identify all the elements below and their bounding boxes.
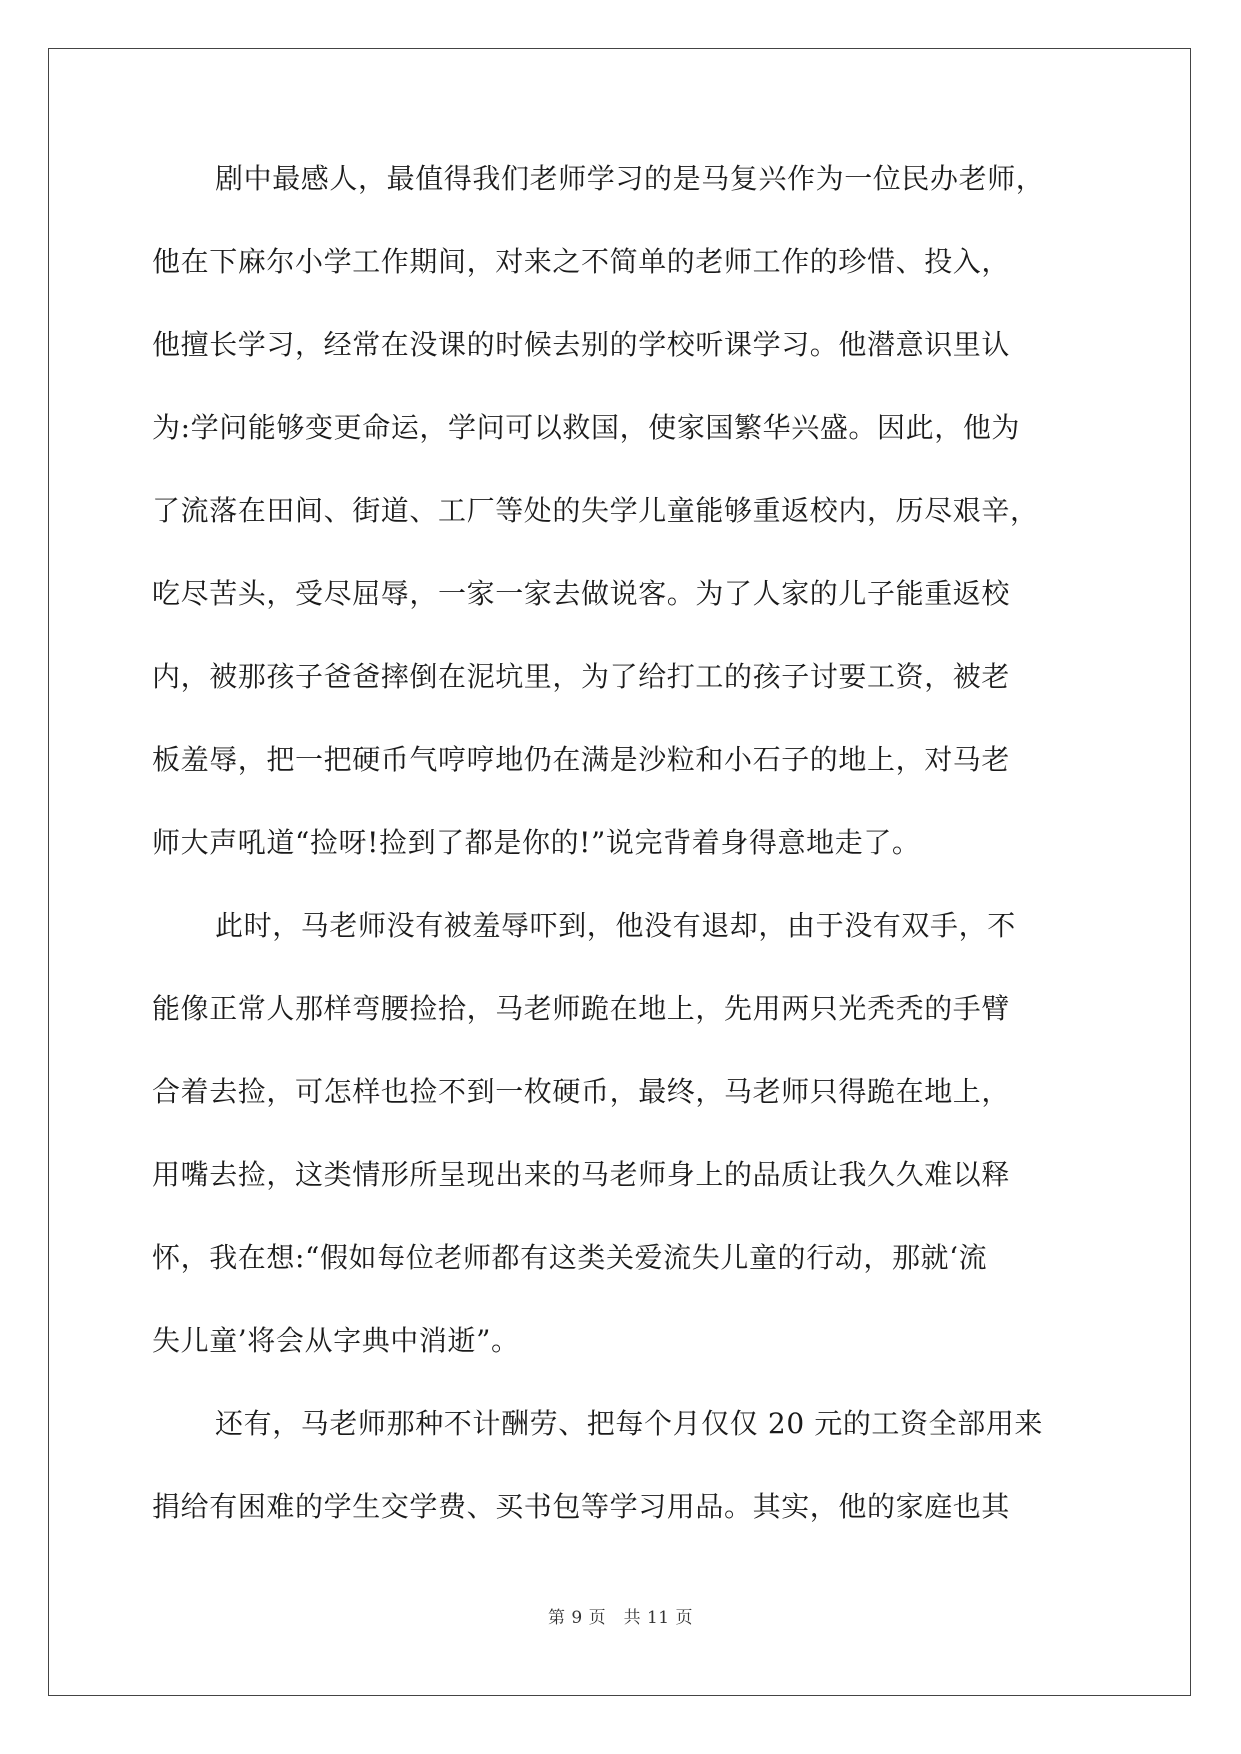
text-line: 师大声吼道“捡呀!捡到了都是你的!”说完背着身得意地走了。 — [152, 826, 921, 859]
text-line: 用嘴去捡，这类情形所呈现出来的马老师身上的品质让我久久难以释 — [152, 1158, 1011, 1191]
page-number: 第 9 页 共 11 页 — [547, 1608, 694, 1628]
text-line: 捐给有困难的学生交学费、买书包等学习用品。其实，他的家庭也其 — [152, 1490, 1011, 1523]
text-line: 合着去捡，可怎样也捡不到一枚硬币，最终，马老师只得跪在地上， — [152, 1075, 1011, 1108]
text-line: 此时，马老师没有被羞辱吓到，他没有退却，由于没有双手，不 — [215, 909, 1016, 942]
text-line: 了流落在田间、街道、工厂等处的失学儿童能够重返校内，历尽艰辛， — [152, 494, 1039, 527]
text-line: 他擅长学习，经常在没课的时候去别的学校听课学习。他潜意识里认 — [152, 328, 1011, 361]
text-line: 剧中最感人，最值得我们老师学习的是马复兴作为一位民办老师， — [215, 162, 1045, 195]
text-line: 他在下麻尔小学工作期间，对来之不简单的老师工作的珍惜、投入， — [152, 245, 1011, 278]
text-line: 为:学问能够变更命运，学问可以救国，使家国繁华兴盛。因此，他为 — [152, 411, 1021, 444]
text-line: 吃尽苦头，受尽屈辱，一家一家去做说客。为了人家的儿子能重返校 — [152, 577, 1011, 610]
text-line: 怀，我在想:“假如每位老师都有这类关爱流失儿童的行动，那就‘流 — [152, 1241, 988, 1274]
text-line: 内，被那孩子爸爸摔倒在泥坑里，为了给打工的孩子讨要工资，被老 — [152, 660, 1011, 693]
text-line: 还有，马老师那种不计酬劳、把每个月仅仅 20 元的工资全部用来 — [215, 1407, 1044, 1440]
text-line: 能像正常人那样弯腰捡拾，马老师跪在地上，先用两只光秃秃的手臂 — [152, 992, 1011, 1025]
text-line: 失儿童’将会从字典中消逝”。 — [152, 1324, 520, 1357]
document-body — [152, 162, 1090, 1576]
text-line: 板羞辱，把一把硬币气哼哼地仍在满是沙粒和小石子的地上，对马老 — [152, 743, 1011, 776]
